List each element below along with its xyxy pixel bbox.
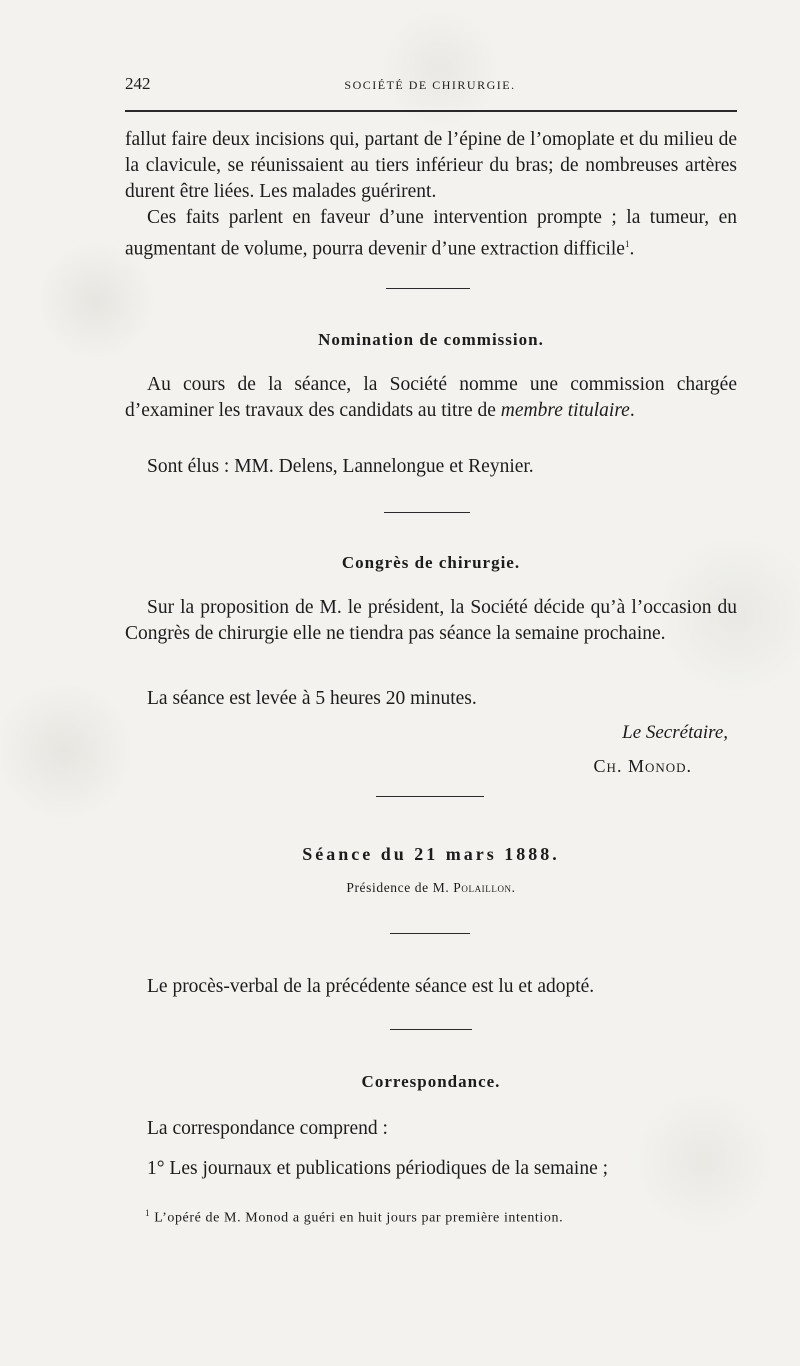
paragraph-conclusion-text: Ces faits parlent en faveur d’une intervention prompte ; la tumeur, en augmentant de volume, pourra devenir d’une extraction difficile — [125, 207, 737, 260]
section-title-congres: Congrès de chirurgie. — [341, 553, 521, 572]
footnote-text: L’opéré de M. Monod a guéri en huit jours par première intention. — [154, 1210, 564, 1226]
footnote-reference: 1 — [624, 239, 630, 249]
signature-name: Ch. Monod. — [593, 756, 692, 776]
section-title-correspondance: Correspondance. — [361, 1072, 501, 1091]
footnote — [145, 1208, 563, 1227]
paragraph-congres: Sur la proposition de M. le président, la Société décide qu’à l’occasion du Congrès de chirurgie elle ne tiendra pas séance la semaine prochaine. — [125, 597, 737, 644]
paragraph-nomination-italic: membre titulaire — [500, 400, 630, 421]
section-divider — [386, 288, 470, 289]
seance-title: Séance du 21 mars 1888. — [302, 844, 560, 864]
header-rule — [125, 110, 737, 112]
section-title-nomination: Nomination de commission. — [318, 330, 544, 349]
presidence-label: Présidence de M. — [346, 880, 454, 895]
signature-title: Le Secrétaire, — [622, 722, 728, 743]
paragraph-seance-levee: La séance est levée à 5 heures 20 minutes. — [147, 688, 477, 709]
paragraph-nomination-text: Au cours de la séance, la Société nomme une commission chargée d’examiner les travaux des candidats au titre de — [125, 374, 737, 421]
paragraph-nomination — [125, 372, 737, 424]
presidence-line — [125, 880, 737, 896]
paragraph-conclusion-end: . — [629, 238, 635, 260]
paragraph-nomination-end: . — [629, 400, 635, 421]
section-divider — [376, 796, 484, 797]
paragraph-correspondance: La correspondance comprend : — [147, 1118, 388, 1139]
section-divider — [390, 933, 470, 934]
running-head: SOCIÉTÉ DE CHIRURGIE. — [344, 78, 516, 92]
paragraph-journaux: 1° Les journaux et publications périodiques de la semaine ; — [147, 1158, 609, 1179]
section-divider — [390, 1029, 472, 1030]
section-divider — [384, 512, 470, 513]
page-number: 242 — [125, 74, 151, 93]
page-header — [125, 74, 735, 100]
paragraph-conclusion — [125, 205, 737, 263]
footnote-mark: 1 — [145, 1208, 151, 1218]
paragraph-continuation: fallut faire deux incisions qui, partant de l’épine de l’omoplate et du milieu de la clavicule, se réunissaient au tiers inférieur du bras; de nombreuses artères durent être liées. Les malades guérirent. — [125, 129, 737, 202]
paragraph-elected: Sont élus : MM. Delens, Lannelongue et Reynier. — [147, 456, 534, 477]
presidence-name: Polaillon. — [453, 880, 516, 895]
paragraph-proces-verbal: Le procès-verbal de la précédente séance est lu et adopté. — [147, 976, 595, 997]
